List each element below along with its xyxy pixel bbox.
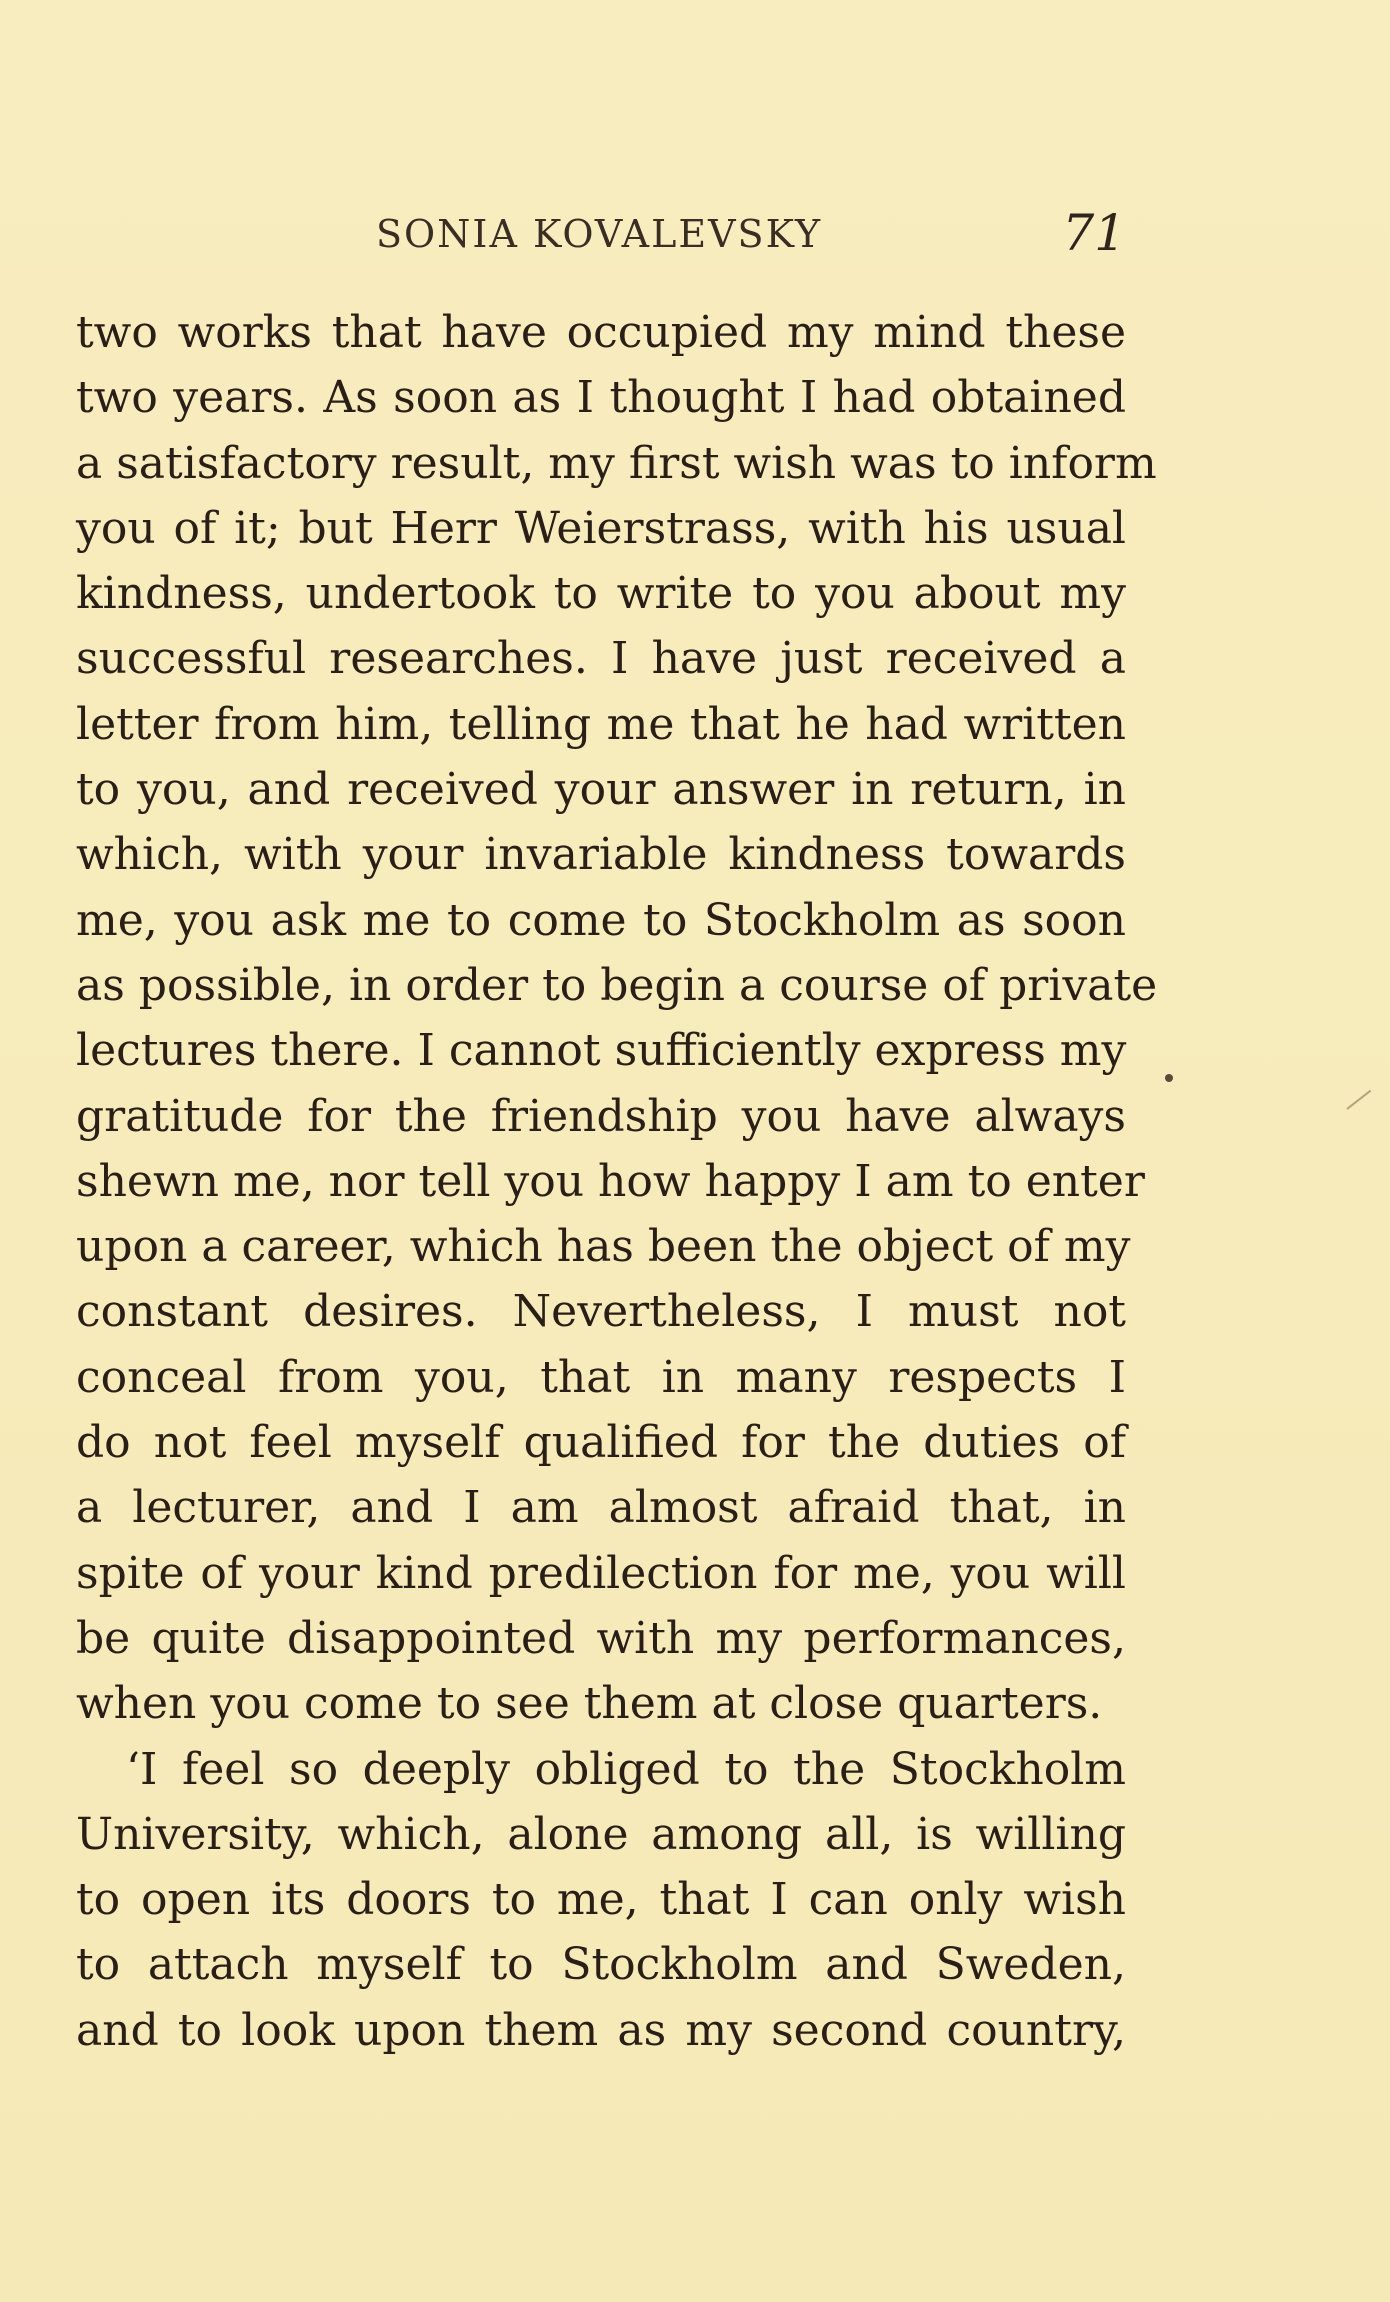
paragraph-start-line: ‘I feel so deeply obliged to the Stockholm bbox=[126, 1743, 1126, 1795]
text-line: to open its doors to me, that I can only wish bbox=[76, 1874, 1126, 1926]
text-line: spite of your kind predilection for me, you will bbox=[76, 1547, 1126, 1599]
ink-speck bbox=[1165, 1074, 1173, 1082]
text-line: a satisfactory result, my first wish was to inform bbox=[76, 437, 1157, 489]
text-line: be quite disappointed with my performances, bbox=[76, 1612, 1126, 1664]
text-line: you of it; but Herr Weierstrass, with his usual bbox=[76, 502, 1126, 554]
text-line: shewn me, nor tell you how happy I am to enter bbox=[76, 1155, 1145, 1207]
text-line: upon a career, which has been the object of my bbox=[76, 1221, 1131, 1273]
text-line: which, with your invariable kindness towards bbox=[76, 829, 1126, 881]
text-line: and to look upon them as my second country, bbox=[76, 2004, 1126, 2056]
text-line: gratitude for the friendship you have always bbox=[76, 1090, 1126, 1142]
text-line: me, you ask me to come to Stockholm as soon bbox=[76, 894, 1126, 946]
text-line: as possible, in order to begin a course of private bbox=[76, 959, 1158, 1011]
page-header bbox=[76, 204, 1126, 264]
text-line: conceal from you, that in many respects I bbox=[76, 1351, 1126, 1403]
body-text bbox=[76, 300, 1158, 2063]
running-title: SONIA KOVALEVSKY bbox=[376, 212, 823, 256]
text-line: a lecturer, and I am almost afraid that, in bbox=[76, 1482, 1126, 1534]
text-line: University, which, alone among all, is willing bbox=[76, 1808, 1126, 1860]
text-line: two years. As soon as I thought I had obtained bbox=[76, 372, 1126, 424]
page-number: 71 bbox=[1062, 204, 1126, 262]
text-line: two works that have occupied my mind these bbox=[76, 307, 1126, 358]
text-line: to you, and received your answer in return, in bbox=[76, 764, 1126, 816]
paragraph-end-line: when you come to see them at close quarters. bbox=[76, 1678, 1103, 1730]
margin-mark bbox=[1346, 1090, 1371, 1110]
text-line: successful researches. I have just received a bbox=[76, 633, 1126, 685]
text-line: to attach myself to Stockholm and Sweden, bbox=[76, 1939, 1126, 1991]
text-line: lectures there. I cannot sufficiently express my bbox=[76, 1025, 1127, 1077]
text-line: do not feel myself qualified for the duties of bbox=[76, 1417, 1126, 1469]
text-line: constant desires. Nevertheless, I must not bbox=[76, 1286, 1126, 1338]
text-line: kindness, undertook to write to you about my bbox=[76, 568, 1126, 620]
text-line: letter from him, telling me that he had written bbox=[76, 698, 1126, 750]
